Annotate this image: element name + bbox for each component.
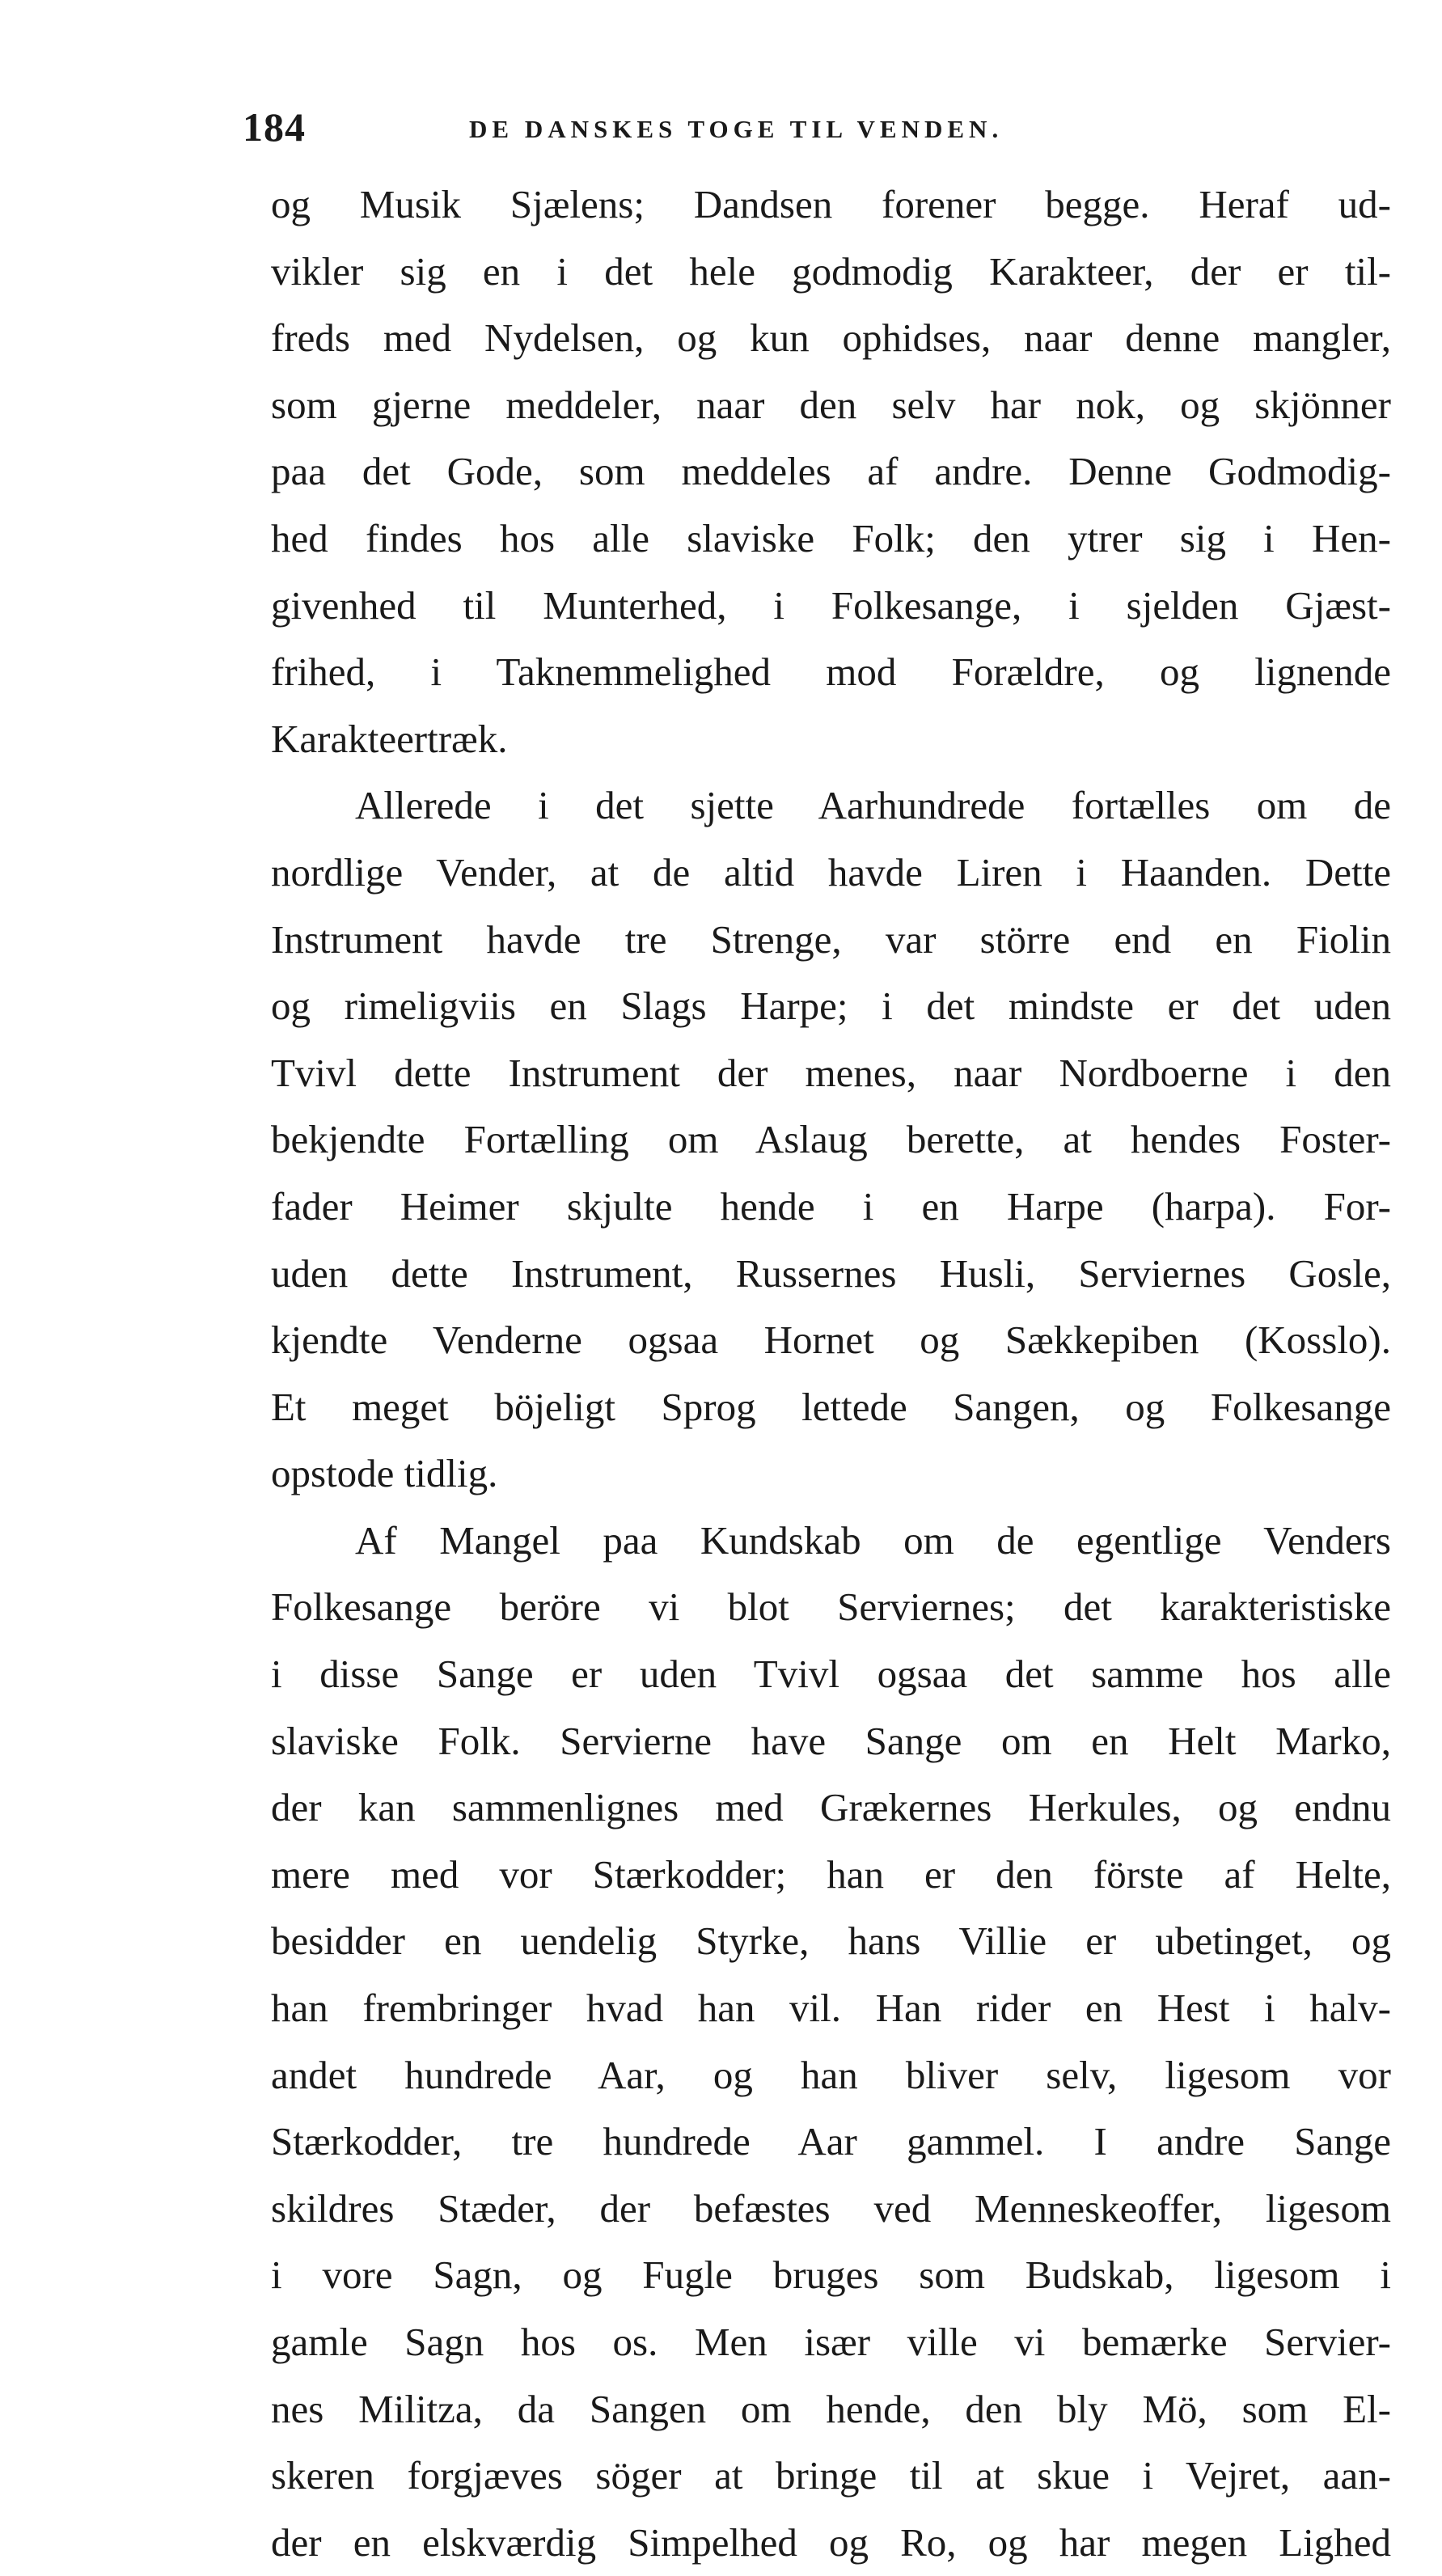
text-line: Et meget böjeligt Sprog lettede Sangen, og Folkesange xyxy=(271,1384,1391,1429)
text-line: andet hundrede Aar, og han bliver selv, ligesom vor xyxy=(271,2052,1391,2097)
body-text xyxy=(271,171,1391,2576)
text-line: Folkesange beröre vi blot Serviernes; det karakteristiske xyxy=(271,1584,1391,1630)
text-line: i disse Sange er uden Tvivl ogsaa det samme hos alle xyxy=(271,1652,1391,1697)
text-line: i vore Sagn, og Fugle bruges som Budskab, ligesom i xyxy=(271,2252,1391,2298)
text-line: Stærkodder, tre hundrede Aar gammel. I andre Sange xyxy=(271,2119,1391,2164)
text-line: som gjerne meddeler, naar den selv har nok, og skjönner xyxy=(271,382,1391,427)
text-line: og rimeligviis en Slags Harpe; i det mindste er det uden xyxy=(271,983,1391,1029)
text-line: kjendte Venderne ogsaa Hornet og Sækkepiben (Kosslo). xyxy=(271,1318,1391,1363)
text-line: nes Militza, da Sangen om hende, den bly Mö, som El- xyxy=(271,2386,1391,2431)
page-number: 184 xyxy=(243,104,306,150)
text-line: paa det Gode, som meddeles af andre. Denne Godmodig- xyxy=(271,449,1391,494)
text-line: mere med vor Stærkodder; han er den förste af Helte, xyxy=(271,1851,1391,1897)
text-line: slaviske Folk. Servierne have Sange om en Helt Marko, xyxy=(271,1718,1391,1763)
text-line: freds med Nydelsen, og kun ophidses, naar denne mangler, xyxy=(271,315,1391,361)
text-line: der en elskværdig Simpelhed og Ro, og har megen Lighed xyxy=(271,2519,1391,2565)
running-header xyxy=(243,104,1399,152)
text-line: gamle Sagn hos os. Men især ville vi bemærke Servier- xyxy=(271,2320,1391,2364)
text-line: givenhed til Munterhed, i Folkesange, i sjelden Gjæst- xyxy=(271,582,1391,628)
text-line: og Musik Sjælens; Dandsen forener begge. Heraf ud- xyxy=(271,182,1391,226)
text-line: besidder en uendelig Styrke, hans Villie er ubetinget, og xyxy=(271,1918,1391,1964)
text-line: nordlige Vender, at de altid havde Liren i Haanden. Dette xyxy=(271,849,1391,895)
text-line: Tvivl dette Instrument der menes, naar Nordboerne i den xyxy=(271,1050,1391,1095)
paragraph-end-line: opstode tidlig. xyxy=(271,1451,498,1496)
text-line: Instrument havde tre Strenge, var större end en Fiolin xyxy=(271,916,1391,962)
text-line: skildres Stæder, der befæstes ved Menneskeoffer, ligesom xyxy=(271,2185,1391,2231)
text-line: bekjendte Fortælling om Aslaug berette, at hendes Foster- xyxy=(271,1117,1391,1162)
paragraph-start-line: Af Mangel paa Kundskab om de egentlige Venders xyxy=(355,1517,1391,1563)
text-line: fader Heimer skjulte hende i en Harpe (harpa). For- xyxy=(271,1183,1391,1229)
text-line: uden dette Instrument, Russernes Husli, Serviernes Gosle, xyxy=(271,1250,1391,1296)
text-line: vikler sig en i det hele godmodig Karakteer, der er til- xyxy=(271,248,1391,294)
text-line: der kan sammenlignes med Grækernes Herkules, og endnu xyxy=(271,1785,1391,1830)
running-title: DE DANSKES TOGE TIL VENDEN. xyxy=(469,115,1004,143)
paragraph-start-line: Allerede i det sjette Aarhundrede fortælles om de xyxy=(355,783,1391,828)
text-line: skeren forgjæves söger at bringe til at skue i Vejret, aan- xyxy=(271,2453,1391,2498)
paragraph-end-line: Karakteertræk. xyxy=(271,716,508,761)
text-line: hed findes hos alle slaviske Folk; den ytrer sig i Hen- xyxy=(271,515,1391,560)
text-line: han frembringer hvad han vil. Han rider en Hest i halv- xyxy=(271,1986,1391,2031)
text-line: frihed, i Taknemmelighed mod Forældre, og lignende xyxy=(271,649,1391,695)
